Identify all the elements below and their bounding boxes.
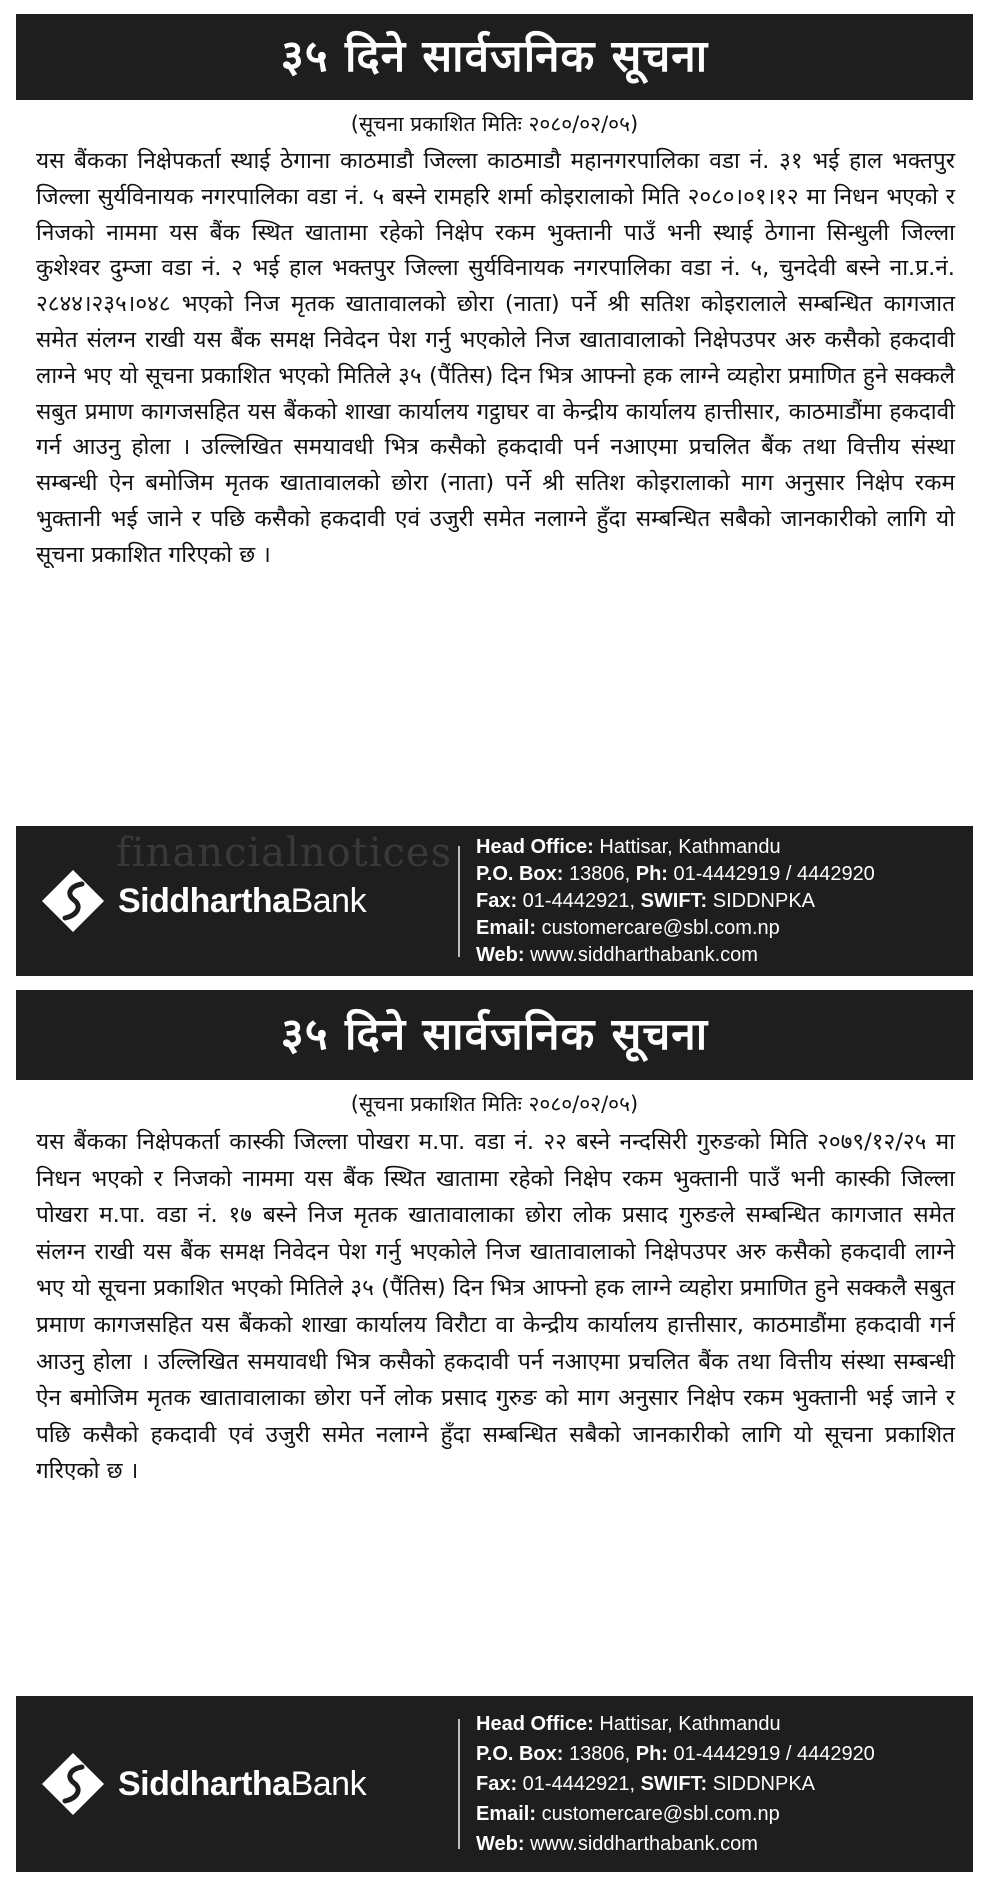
bank-logo <box>16 1696 456 1872</box>
email-label: Email: <box>476 1803 537 1825</box>
web-line <box>476 1829 875 1859</box>
swift-value: SIDDNPKA <box>707 1773 816 1795</box>
head-office-label: Head Office: <box>476 1713 594 1735</box>
bank-footer <box>16 1696 973 1872</box>
email-line <box>476 1799 875 1829</box>
notice-1 <box>16 14 973 974</box>
bank-footer <box>16 826 973 976</box>
web-label: Web: <box>476 943 525 966</box>
email-label: Email: <box>476 916 537 939</box>
phone-value: 01-4442919 / 4442920 <box>667 862 875 885</box>
email-value: customercare@sbl.com.np <box>536 916 780 939</box>
contact-info <box>476 1709 875 1859</box>
bank-name-bold: Siddhartha <box>118 881 291 920</box>
po-box-value: 13806, <box>563 862 636 885</box>
web-line <box>476 942 875 969</box>
footer-divider <box>458 846 460 957</box>
bank-name <box>118 882 366 921</box>
po-box-line <box>476 861 875 888</box>
po-box-label: P.O. Box: <box>476 862 564 885</box>
web-label: Web: <box>476 1833 525 1855</box>
po-box-value: 13806, <box>563 1743 636 1765</box>
swift-label: SWIFT: <box>640 1773 708 1795</box>
swift-value: SIDDNPKA <box>707 889 816 912</box>
swift-label: SWIFT: <box>640 889 708 912</box>
bank-name-regular: Bank <box>290 1764 367 1803</box>
bank-name-regular: Bank <box>290 881 367 920</box>
phone-label: Ph: <box>635 862 668 885</box>
head-office-value: Hattisar, Kathmandu <box>593 835 781 858</box>
fax-label: Fax: <box>476 889 518 912</box>
siddhartha-bank-logo-icon <box>40 868 106 934</box>
head-office-line <box>476 1709 875 1739</box>
published-date: (सूचना प्रकाशित मितिः २०८०/०२/०५) <box>350 1092 639 1116</box>
footer-divider <box>458 1719 460 1849</box>
published-date: (सूचना प्रकाशित मितिः २०८०/०२/०५) <box>350 112 639 136</box>
web-value: www.siddharthabank.com <box>524 1833 758 1855</box>
notice-body: यस बैंकका निक्षेपकर्ता स्थाई ठेगाना काठमाडौ जिल्ला काठमाडौ महानगरपालिका वडा नं. ३१ भई हाल भक्तपुर जिल्ला सुर्यविनायक नगरपालिका वडा नं. ५ बस्ने रामहरि शर्मा कोइरालाको मिति २०८०।०१।१२ मा निधन भएको र निजको नाममा यस बैंक स्थित खातामा रहेको निक्षेप रकम भुक्तानी पाउँ भनी स्थाई ठेगाना सिन्धुली जिल्ला कुशेश्वर दुम्जा वडा नं. २ भई हाल भक्तपुर जिल्ला सुर्यविनायक नगरपालिका वडा नं. ५, चुनदेवी बस्ने ना.प्र.नं. २८४४।२३५।०४८ भएको निज मृतक खातावालको छोरा (नाता) पर्ने श्री सतिश कोइरालाले सम्बन्धित कागजात समेत संलग्न राखी यस बैंक समक्ष निवेदन पेश गर्नु भएकोले निज खातावालाको निक्षेपउपर अरु कसैको हकदावी लाग्ने भए यो सूचना प्रकाशित भएको मितिले ३५ (पैंतिस) दिन भित्र आफ्नो हक लाग्ने व्यहोरा प्रमाणित हुने सक्कलै सबुत प्रमाण कागजसहित यस बैंकको शाखा कार्यालय गट्ठाघर वा केन्द्रीय कार्यालय हात्तीसार, काठमाडौंमा हकदावी गर्न आउनु होला । उल्लिखित समयावधी भित्र कसैको हकदावी पर्न नआएमा प्रचलित बैंक तथा वित्तीय संस्था सम्बन्धी ऐन बमोजिम मृतक खातावालको छोरा (नाता) पर्ने श्री सतिश कोइरालाको माग अनुसार निक्षेप रकम भुक्तानी भई जाने र पछि कसैको हकदावी एवं उजुरी समेत नलाग्ने हुँदा सम्बन्धित सबैको जानकारीको लागि यो सूचना प्रकाशित गरिएको छ । <box>36 148 955 568</box>
notice-2 <box>16 990 973 1872</box>
siddhartha-bank-logo-icon <box>40 1751 106 1817</box>
fax-line <box>476 888 875 915</box>
email-value: customercare@sbl.com.np <box>536 1803 780 1825</box>
fax-label: Fax: <box>476 1773 518 1795</box>
head-office-line <box>476 834 875 861</box>
bank-logo <box>16 826 456 976</box>
bank-name-bold: Siddhartha <box>118 1764 291 1803</box>
fax-value: 01-4442921, <box>517 889 641 912</box>
notice-title: ३५ दिने सार्वजनिक सूचना <box>16 14 973 100</box>
contact-info <box>476 834 875 969</box>
po-box-line <box>476 1739 875 1769</box>
head-office-value: Hattisar, Kathmandu <box>593 1713 781 1735</box>
watermark-text: financialnotices <box>116 830 453 876</box>
phone-value: 01-4442919 / 4442920 <box>667 1743 875 1765</box>
bank-name <box>118 1765 366 1804</box>
notice-title: ३५ दिने सार्वजनिक सूचना <box>16 990 973 1080</box>
po-box-label: P.O. Box: <box>476 1743 564 1765</box>
notice-body: यस बैंकका निक्षेपकर्ता कास्की जिल्ला पोखरा म.पा. वडा नं. २२ बस्ने नन्दसिरी गुरुङको मिति २०७९/१२/२५ मा निधन भएको र निजको नाममा यस बैंक स्थित खातामा रहेको निक्षेप रकम भुक्तानी पाउँ भनी कास्की जिल्ला पोखरा म.पा. वडा नं. १७ बस्ने निज मृतक खातावालाका छोरा लोक प्रसाद गुरुङले सम्बन्धित कागजात समेत संलग्न राखी यस बैंक समक्ष निवेदन पेश गर्नु भएकोले निज खातावालाको निक्षेपउपर अरु कसैको हकदावी लाग्ने भए यो सूचना प्रकाशित भएको मितिले ३५ (पैंतिस) दिन भित्र आफ्नो हक लाग्ने व्यहोरा प्रमाणित हुने सक्कलै सबुत प्रमाण कागजसहित यस बैंकको शाखा कार्यालय विरौटा वा केन्द्रीय कार्यालय हात्तीसार, काठमाडौंमा हकदावी गर्न आउनु होला । उल्लिखित समयावधी भित्र कसैको हकदावी पर्न नआएमा प्रचलित बैंक तथा वित्तीय संस्था सम्बन्धी ऐन बमोजिम मृतक खातावालाका छोरा पर्ने लोक प्रसाद गुरुङ को माग अनुसार निक्षेप रकम भुक्तानी भई जाने र पछि कसैको हकदावी एवं उजुरी समेत नलाग्ने हुँदा सम्बन्धित सबैको जानकारीको लागि यो सूचना प्रकाशित गरिएको छ । <box>36 1129 955 1485</box>
fax-line <box>476 1769 875 1799</box>
fax-value: 01-4442921, <box>517 1773 641 1795</box>
email-line <box>476 915 875 942</box>
web-value: www.siddharthabank.com <box>524 943 758 966</box>
head-office-label: Head Office: <box>476 835 594 858</box>
phone-label: Ph: <box>635 1743 668 1765</box>
